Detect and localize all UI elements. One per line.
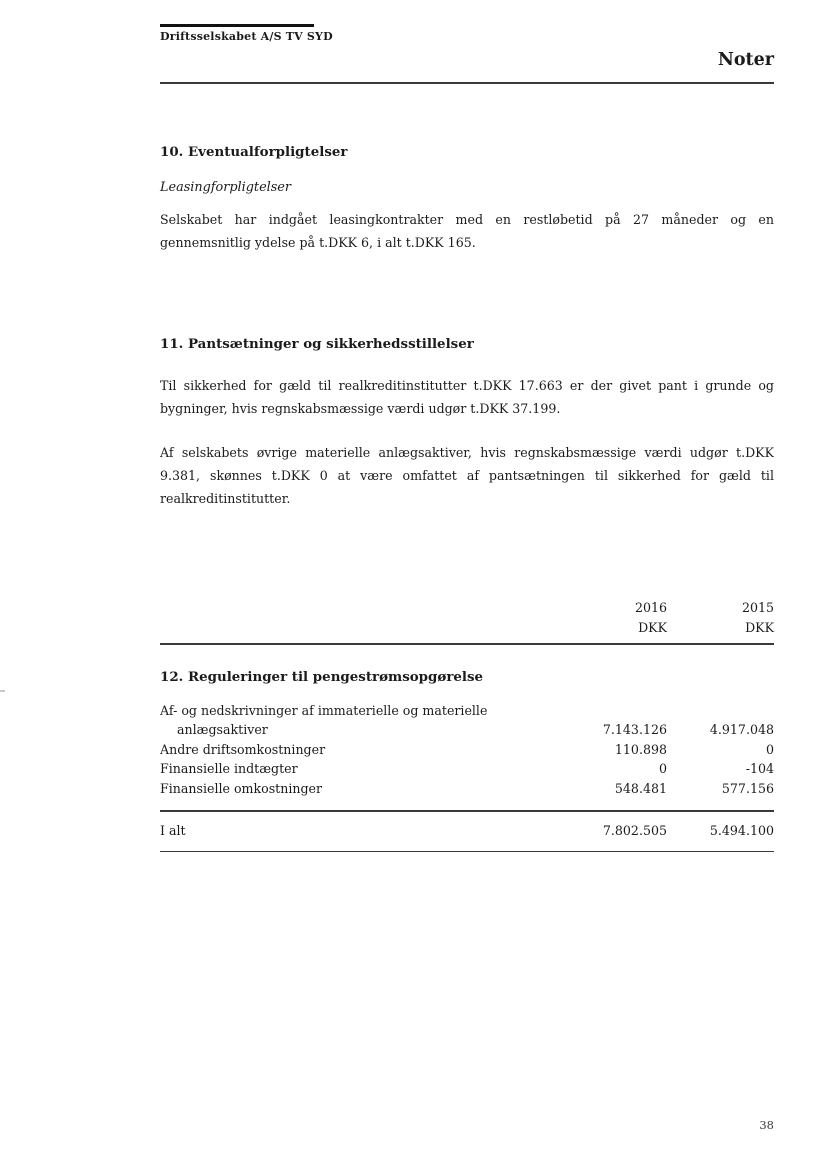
total-value-2016: 7.802.505 (602, 823, 667, 839)
section-11-paragraph-1 (160, 374, 774, 420)
section-11-heading: 11. Pantsætninger og sikkerhedsstillelser (160, 336, 474, 352)
total-label: I alt (160, 823, 186, 839)
section-10-paragraph (160, 208, 774, 254)
value-2016: 0 (658, 761, 667, 777)
paragraph-line: Til sikkerhed for gæld til realkreditinstitutter t.DKK 17.663 er der givet pant i grunde og (160, 378, 774, 393)
table-row (160, 740, 774, 760)
row-label: Andre driftsomkostninger (160, 741, 326, 757)
paragraph-line: realkreditinstitutter. (160, 491, 291, 506)
section-reguleringer (160, 598, 774, 852)
paragraph-line: Selskabet har indgået leasingkontrakter med en restløbetid på 27 måneder og en (160, 212, 774, 227)
table-row (160, 720, 774, 740)
table-row (160, 701, 774, 721)
section-10-heading: 10. Eventualforpligtelser (160, 144, 348, 160)
column-year-2016: 2016 (634, 600, 667, 615)
paragraph-line: bygninger, hvis regnskabsmæssige værdi udgør t.DKK 37.199. (160, 401, 561, 416)
value-2016: 110.898 (614, 741, 667, 757)
header-rule-thin (160, 82, 774, 84)
value-2015: -104 (745, 761, 774, 777)
table-row (160, 759, 774, 779)
paragraph-line: 9.381, skønnes t.DKK 0 at være omfattet af pantsætningen til sikkerhed for gæld til (160, 468, 774, 483)
total-value-2015: 5.494.100 (709, 823, 774, 839)
total-row (160, 812, 774, 851)
paragraph-line: gennemsnitlig ydelse på t.DKK 6, i alt t.DKK 165. (160, 235, 476, 250)
row-label: Finansielle indtægter (160, 761, 298, 777)
page-number: 38 (759, 1118, 774, 1132)
section-10-subheading: Leasingforpligtelser (160, 180, 291, 195)
header-rule-thick (160, 24, 314, 27)
page-title: Noter (717, 50, 774, 70)
section-11-paragraph-2 (160, 441, 774, 510)
column-currency-2015: DKK (745, 620, 774, 635)
table-header-rule (160, 643, 774, 645)
table-body (160, 701, 774, 799)
value-2016: 7.143.126 (602, 722, 667, 738)
company-name: Driftsselskabet A/S TV SYD (160, 30, 333, 43)
section-pantsaetninger (160, 336, 774, 510)
section-12-heading: 12. Reguleringer til pengestrømsopgørelse (160, 668, 484, 685)
value-2015 (667, 701, 774, 721)
row-label: Finansielle omkostninger (160, 780, 322, 796)
scan-artifact-mark (0, 690, 5, 692)
value-2016: 548.481 (614, 780, 667, 796)
table-row (160, 779, 774, 799)
year-column-headers (160, 598, 774, 618)
row-label: Af- og nedskrivninger af immaterielle og materielle (160, 702, 488, 718)
value-2015: 0 (765, 741, 774, 757)
value-2015: 577.156 (721, 780, 774, 796)
total-rule-bottom (160, 851, 774, 853)
paragraph-line: Af selskabets øvrige materielle anlægsaktiver, hvis regnskabsmæssige værdi udgør t.DKK (160, 445, 774, 460)
value-2015: 4.917.048 (709, 722, 774, 738)
currency-column-headers (160, 618, 774, 638)
row-label: anlægsaktiver (177, 722, 268, 738)
section-eventualforpligtelser (160, 144, 774, 254)
value-2016 (547, 701, 667, 721)
column-year-2015: 2015 (741, 600, 774, 615)
column-currency-2016: DKK (638, 620, 667, 635)
